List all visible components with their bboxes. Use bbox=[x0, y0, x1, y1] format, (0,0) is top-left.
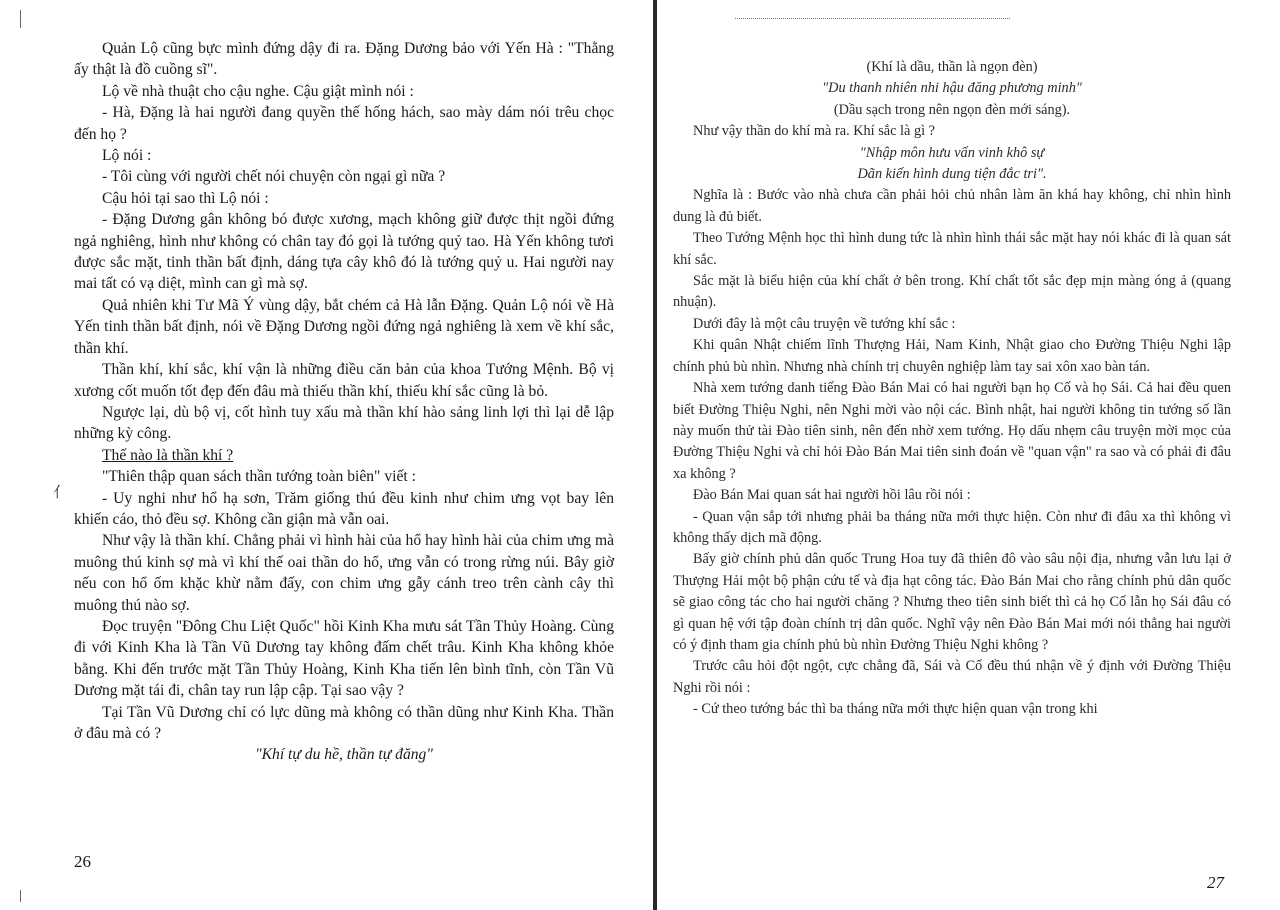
paragraph: Như vậy thần do khí mà ra. Khí sắc là gì ? bbox=[693, 123, 935, 140]
paragraph: Đào Bán Mai quan sát hai người hồi lâu rồi nói : bbox=[693, 487, 971, 504]
paragraph: Bấy giờ chính phủ dân quốc Trung Hoa tuy đã thiên đô vào sâu nội địa, nhưng vẫn lưu lại ở Thượng Hải một bộ phận cứu tế và địa hạt công tác. Đào Bán Mai cho rằng chính phủ dân quốc sẽ giao công tác cho hai người chăng ? Nhưng theo tiên sinh biết thì cả họ Cố lẫn họ Sái đâu có gì quan hệ với tập đoàn chính trị dân quốc. Nghĩ vậy nên Đào Bán Mai mới nói thẳng hai người có ý định tham gia chính phủ bù nhìn Đường Thiệu Nghi không ? bbox=[673, 551, 1231, 653]
left-page-body bbox=[74, 38, 614, 766]
paragraph: Thần khí, khí sắc, khí vận là những điều căn bản của khoa Tướng Mệnh. Bộ vị xương cốt muốn tốt đẹp đến đâu mà thiếu thần khí, thiếu khí sắc cũng là bỏ. bbox=[74, 361, 614, 400]
paragraph: - Cứ theo tướng bác thì ba tháng nữa mới thực hiện quan vận trong khi bbox=[693, 701, 1098, 718]
paragraph: Lộ nói : bbox=[102, 147, 152, 165]
paragraph: Lộ về nhà thuật cho cậu nghe. Cậu giật mình nói : bbox=[102, 82, 414, 100]
paragraph: Tại Tần Vũ Dương chỉ có lực dũng mà không có thần dũng như Kinh Kha. Thần ở đâu mà có ? bbox=[74, 703, 614, 742]
paragraph: "Thiên thập quan sách thần tướng toàn biên" viết : bbox=[102, 468, 416, 486]
verse-line: Dãn kiến hình dung tiện đắc tri". bbox=[857, 166, 1047, 183]
verse-line: "Du thanh nhiên nhi hậu đăng phương minh" bbox=[822, 80, 1082, 97]
paragraph: Quả nhiên khi Tư Mã Ý vùng dậy, bắt chém cả Hà lẫn Đặng. Quản Lộ nói về Hà Yến tinh thần bất định, nói về Đặng Dương ngồi đứng ngả nghiêng là xem về khí sắc, thần khí. bbox=[74, 296, 614, 357]
paragraph: Ngược lại, dù bộ vị, cốt hình tuy xấu mà thần khí hào sảng linh lợi thì lại dễ lập những kỳ công. bbox=[74, 403, 614, 443]
verse-line: "Nhập môn hưu vấn vinh khô sự bbox=[859, 144, 1045, 161]
paragraph: Dưới đây là một câu truyện về tướng khí sắc : bbox=[693, 315, 956, 332]
paragraph: Sắc mặt là biểu hiện của khí chất ở bên trong. Khí chất tốt sắc đẹp mịn màng óng ả (quang nhuận). bbox=[673, 273, 1231, 311]
paragraph: Theo Tướng Mệnh học thì hình dung tức là nhìn hình thái sắc mặt hay nói khác đi là quan sát khí sắc. bbox=[673, 230, 1231, 268]
running-header-rule bbox=[735, 18, 1010, 20]
right-page-body bbox=[673, 57, 1231, 721]
paragraph: Đọc truyện "Đông Chu Liệt Quốc" hồi Kinh Kha mưu sát Tần Thủy Hoàng. Cùng đi với Kinh Kha là Tần Vũ Dương tay không đấm chết trâu. Kinh Kha không khỏe bằng. Khi đến trước mặt Tần Thủy Hoàng, Kinh Kha tiến lên bình tĩnh, còn Tần Vũ Dương mặt tái đi, chân tay run lập cập. Tại sao vậy ? bbox=[74, 617, 614, 700]
paragraph: Nhà xem tướng danh tiếng Đào Bán Mai có hai người bạn họ Cố và họ Sái. Cả hai đều quen biết Đường Thiệu Nghi, nên Nghi mời vào nội các. Bình nhật, hai người không tin tướng số lần này muốn thử tài Đào tiên sinh, nên đến nhờ xem tướng. Họ dấu nhẹm câu truyện mời mọc của Đường Thiệu Nghi và chỉ hỏi Đào Bán Mai tiên sinh đoán về "quan vận" ra sao và có phải đi đâu xa không ? bbox=[673, 380, 1231, 482]
right-page bbox=[657, 0, 1280, 910]
paragraph: Trước câu hỏi đột ngột, cực chẳng đã, Sái và Cố đều thú nhận về ý định với Đường Thiệu Nghi rồi nói : bbox=[673, 658, 1231, 696]
paragraph: Khi quân Nhật chiếm lĩnh Thượng Hải, Nam Kinh, Nhật giao cho Đường Thiệu Nghi lập chính phủ bù nhìn. Nhưng nhà chính trị chuyên nghiệp làm tay sai xôn xao bàn tán. bbox=[673, 337, 1231, 375]
paragraph: - Hà, Đặng là hai người đang quyền thế hống hách, sao mày dám nói trêu chọc đến họ ? bbox=[74, 104, 614, 143]
verse-line: "Khí tự du hề, thần tự đăng" bbox=[255, 746, 433, 764]
paragraph: Cậu hỏi tại sao thì Lộ nói : bbox=[102, 189, 269, 207]
scan-edge-mark bbox=[20, 890, 21, 902]
heading-question: Thế nào là thần khí ? bbox=[102, 446, 234, 464]
page-number: 27 bbox=[1207, 873, 1224, 892]
paragraph: - Đặng Dương gân không bó được xương, mạch không giữ được thịt ngồi đứng ngả nghiêng, hình như không có chân tay đó gọi là tướng quỷ tao. Hà Yến không tươi được sắc mặt, tinh thần bất định, dáng tựa cây khô đó là tướng quỷ u. Hai người nay mai tất có vạ diệt, mình can gì mà sợ. bbox=[74, 211, 614, 293]
paragraph: Quản Lộ cũng bực mình đứng dậy đi ra. Đặng Dương bảo với Yến Hà : "Thằng ấy thật là đồ cuồng sĩ". bbox=[74, 40, 614, 79]
margin-annotation-icon: ⺅ bbox=[53, 485, 69, 501]
paragraph: Như vậy là thần khí. Chẳng phải vì hình hài của hổ hay hình hài của chim ưng mà muông thú kinh sợ mà vì khí thế oai thần do hổ, ưng vẫn có trong rừng núi. Bây giờ nếu con hổ ốm khặc khừ nằm đấy, con chim ưng gẫy cánh treo trên cành cây thì muông thú nào sợ. bbox=[74, 532, 614, 614]
paragraph: - Uy nghi như hổ hạ sơn, Trăm giống thú đều kinh như chim ưng vọt bay lên khiến cáo, thỏ đều sợ. Không cần giận mà vẫn oai. bbox=[74, 489, 614, 528]
paragraph: Nghĩa là : Bước vào nhà chưa cần phải hỏi chủ nhân làm ăn khá hay không, chỉ nhìn hình dung là đủ biết. bbox=[673, 187, 1231, 225]
verse-line: (Dầu sạch trong nên ngọn đèn mới sáng). bbox=[833, 101, 1071, 118]
verse-line: (Khí là dầu, thần là ngọn đèn) bbox=[866, 59, 1038, 75]
paragraph: - Quan vận sắp tới nhưng phải ba tháng nữa mới thực hiện. Còn như đi đâu xa thì không vì không thấy dịch mã động. bbox=[673, 508, 1231, 546]
paragraph: - Tôi cùng với người chết nói chuyện còn ngại gì nữa ? bbox=[102, 168, 446, 186]
page-number: 26 bbox=[74, 852, 91, 871]
scan-edge-mark bbox=[20, 10, 21, 28]
